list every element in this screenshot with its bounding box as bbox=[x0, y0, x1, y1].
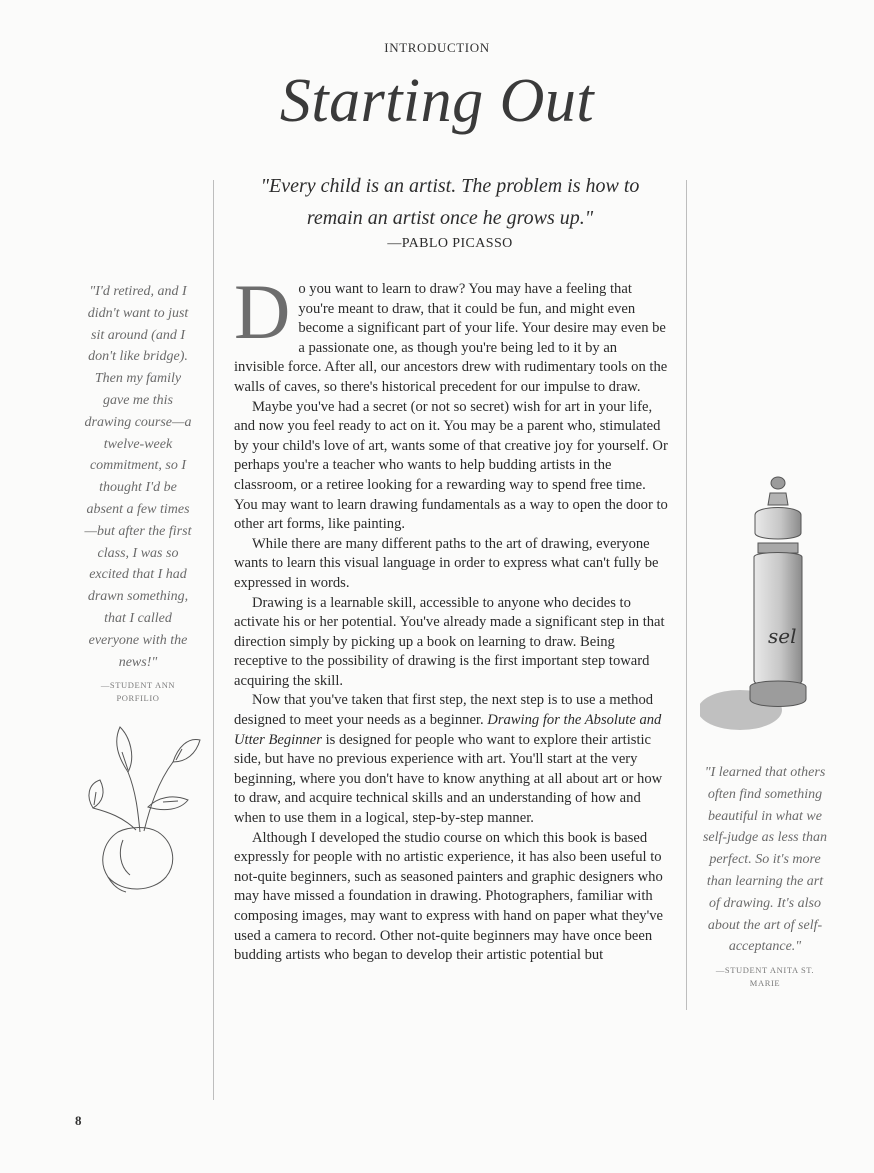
paragraph-text: is designed for people who want to explore their artistic side, but have no previous experience with art. You'll start at the very beginning, where you don't have to know anything at all about art or how to draw, and acquire technical skills and an understanding of how and when to use them in a logical, step-by-step manner. bbox=[234, 731, 663, 827]
column-rule-left bbox=[213, 180, 214, 1100]
sidebar-quote-left bbox=[82, 281, 194, 705]
paragraph: While there are many different paths to the art of drawing, everyone wants to learn this visual language in order to express what can't fully be expressed in words. bbox=[234, 535, 659, 591]
sidebar-credit: —STUDENT ANITA ST. MARIE bbox=[715, 965, 815, 989]
paragraph bbox=[234, 268, 668, 398]
body-text bbox=[234, 268, 668, 966]
turnip-illustration bbox=[78, 712, 208, 897]
sidebar-quote-right bbox=[702, 762, 828, 990]
column-rule-right bbox=[686, 180, 687, 1010]
salt-label: sel bbox=[768, 624, 797, 648]
paragraph: Drawing is a learnable skill, accessible to anyone who decides to activate his or her potential. You've already made a significant step in that direction simply by picking up a book on learning to draw. Being receptive to the possibility of drawing is the first important step toward acquiring the skill. bbox=[234, 594, 665, 689]
book-title: Drawing for the Absolute and Utter Beginner bbox=[234, 712, 662, 748]
paragraph-text: Now that you've taken that first step, the next step is to use a method designed to meet your needs as a beginner. bbox=[234, 692, 654, 729]
section-label: INTRODUCTION bbox=[384, 40, 490, 55]
epigraph-attribution: —PABLO PICASSO bbox=[387, 236, 513, 251]
salt-shaker-illustration bbox=[700, 465, 830, 735]
page-number: 8 bbox=[75, 1113, 82, 1128]
drop-cap: D bbox=[234, 268, 291, 355]
paragraph: Although I developed the studio course on which this book is based expressly for people with no artistic experience, it has also been useful to not-quite beginners, such as seasoned painters and graphic designers who may have missed a foundation in drawing. Photographers, familiar with composing images, may want to express with hand on paper what they've used a camera to record. Other not-quite beginners may have once been budding artists who began to develop their artistic potential but bbox=[234, 829, 663, 964]
paragraph-text: o you want to learn to draw? You may have a feeling that you're meant to draw, that it could be fun, and might even become a significant part of your life. Your desire may even be a passionate one, as though you're being led to it by an invisible force. After all, our ancestors drew with rudimentary tools on the walls of caves, so there's historical precedent for our impulse to draw. bbox=[234, 281, 668, 395]
paragraph bbox=[234, 691, 668, 828]
sidebar-credit: —STUDENT ANN PORFILIO bbox=[100, 680, 176, 704]
page-title: Starting Out bbox=[279, 67, 595, 135]
sidebar-quote-text: "I learned that others often find something beautiful in what we self-judge as less than perfect. So it's more than learning the art of drawing. It's also about the art of self-acceptance." bbox=[702, 765, 828, 955]
paragraph: Maybe you've had a secret (or not so secret) wish for art in your life, and now you feel ready to act on it. You may be a parent who, stimulated by your child's love of art, wants some of that creative joy for yourself. Or perhaps you're a teacher who wants to help budding artists in the classroom, or a retiree looking for a rewarding way to spend free time. You may want to learn drawing fundamentals as a way to open the door to other art forms, like painting. bbox=[234, 398, 668, 533]
sidebar-quote-text: "I'd retired, and I didn't want to just sit around (and I don't like bridge). Then my family gave me this drawing course—a twelve-week commitment, so I thought I'd be absent a few times—but after the first class, I was so excited that I had drawn something, that I called everyone with the news!" bbox=[84, 284, 192, 670]
epigraph-quote: "Every child is an artist. The problem is how to remain an artist once he grows up." bbox=[260, 175, 640, 229]
